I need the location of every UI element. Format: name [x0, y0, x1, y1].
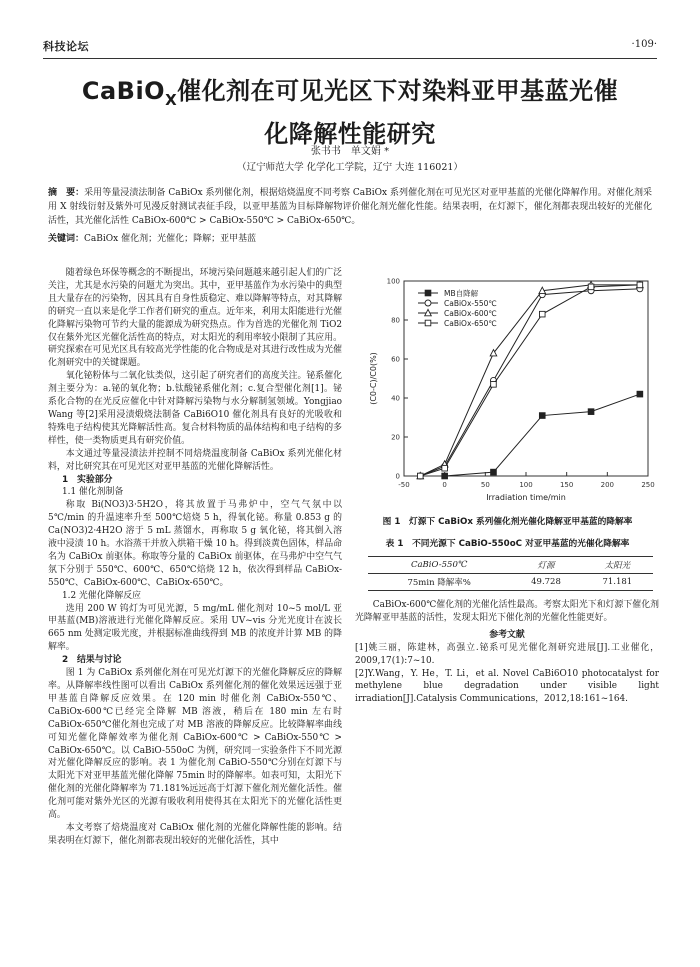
paragraph: CaBiOx-600℃催化剂的光催化活性最高。考察太阳光下和灯源下催化剂光降解亚甲基蓝的活性，发现太阳光下催化剂的光催化性能更好。 — [355, 600, 659, 623]
table-header-cell: 太阳光 — [582, 557, 653, 574]
y-tick-label: 0 — [395, 472, 400, 481]
paragraph: 称取 Bi(NO3)3·5H2O，将其放置于马弗炉中，空气气氛中以 5℃/min 的升温速率升至 500℃焙烧 5 h，得氧化铋。称量 0.853 g 的 Ca(NO3)2·4H2O 溶于 5 mL 蒸馏水，再称取 5 g 氧化铋，将其倒入溶液中浸渍 10 h。水浴蒸干并放入烘箱干燥 10 h。得到淡黄色固体，样品命名为 CaBiOx 前驱体。称取等分量的 CaBiOx 前驱体，在马弗炉中空气气氛下分别于 550℃、600℃、650℃焙烧 12 h，依次得到样品 CaBiOx-550℃、CaBiOx-600℃、CaBiOx-650℃。 — [48, 500, 342, 588]
keywords — [48, 232, 652, 246]
x-tick-label: 0 — [442, 481, 447, 489]
abstract — [48, 186, 652, 228]
legend-label: CaBiOx-600℃ — [444, 308, 497, 318]
table-caption: 表 1 不同光源下 CaBiO-550oC 对亚甲基蓝的光催化降解率 — [385, 539, 630, 549]
references-heading: 参考文献 — [489, 629, 525, 640]
table-body — [368, 574, 653, 591]
abstract-text: 采用等量浸渍法制备 CaBiOx 系列催化剂，根据焙烧温度不同考察 CaBiOx 系列催化剂在可见光区对亚甲基蓝的光催化降解作用。对催化剂采用 X 射线衍射及紫外可见漫反射测试表征手段，以亚甲基蓝为目标降解物评价催化剂光催化性能。结果表明，在灯源下，催化剂都表现出较好的光催化活性，其光催化活性 CaBiOx-600℃ > CaBiOx-550℃ > CaBiOx-650℃。 — [48, 188, 652, 226]
table-cell: 75min 降解率% — [368, 574, 510, 591]
reference-item: [1]姚三丽，陈建林，高强立.铋系可见光催化剂研究进展[J].工业催化，2009,17(1):7~10. — [355, 642, 659, 666]
data-point — [637, 282, 643, 288]
x-tick-label: 50 — [480, 481, 490, 489]
paragraph: 本文考察了焙烧温度对 CaBiOx 催化剂的光催化降解性能的影响。结果表明在灯源下，催化剂都表现出较好的光催化活性，其中 — [48, 822, 342, 846]
abstract-label: 摘 要： — [48, 188, 85, 198]
subsection-heading: 1.1 催化剂制备 — [62, 487, 124, 498]
title-line2: 化降解性能研究 — [264, 119, 436, 148]
subsection-heading: 1.2 光催化降解反应 — [62, 590, 142, 601]
table-cell: 71.181 — [582, 574, 653, 591]
table-cell: 49.728 — [510, 574, 581, 591]
data-point — [425, 300, 431, 306]
journal-section: 科技论坛 — [43, 40, 89, 53]
results-table — [368, 556, 653, 591]
data-point — [539, 311, 545, 317]
paragraph: 氧化铋粉体与二氧化钛类似，这引起了研究者们的高度关注。铋系催化剂主要分为：a.铋的氧化物；b.钛酸铋系催化剂；c.复合型催化剂[1]。铋系化合物的在光反应催化中针对降解污染物与水分解制氢领域。Yongjiao Wang 等[2]采用浸渍煅烧法制备 CaBi6O10 催化剂具有良好的光吸收和特殊电子结构使其光降解活性高。复合材料物质的晶体结构和电子结构的多样性，使一类物质更具有研究价值。 — [48, 371, 342, 446]
y-tick-label: 60 — [391, 355, 400, 364]
keywords-label: 关键词： — [48, 234, 85, 244]
y-axis-label: (C0-C)/C0(%) — [369, 352, 378, 405]
paragraph: 选用 200 W 钨灯为可见光源，5 mg/mL 催化剂对 10~5 mol/L 亚甲基蓝(MB)溶液进行光催化降解反应。采用 UV~vis 分光光度计在波长 665 nm 处测定吸光度，并根据标准曲线得到 MB 的浓度并计算 MB 的降解率。 — [48, 603, 342, 653]
x-tick-label: 200 — [600, 481, 615, 489]
legend-label: CaBiOx-550℃ — [444, 298, 497, 308]
series-line — [445, 394, 640, 476]
paragraph: 随着绿色环保等概念的不断提出，环境污染问题越来越引起人们的广泛关注，尤其是水污染的问题尤为突出。其中，亚甲基蓝作为水污染中的典型且大量存在的污染物，因其具有自身性质稳定、难以降解等特点，对其降解的研究一直以来是化学工作者们研究的重点。近年来，利用太阳能进行光催化降解污染物可节约大量的能源成为研究热点。作为首选的光催化剂 TiO2 仅在紫外光区光催化活性高的特点，对太阳光的利用率较小限制了其应用。研究探索在可见光区具有较高光学性能的化合物成是对其进行改性成为光催化剂研究中的关键课题。 — [48, 268, 342, 369]
title-pre: CaBiO — [81, 77, 166, 105]
data-point — [637, 391, 643, 397]
legend-label: MB自降解 — [444, 288, 479, 298]
y-tick-label: 100 — [386, 277, 400, 286]
article-title — [30, 74, 670, 151]
reference-item: [2]Y.Wang，Y. He，T. Li，et al. Novel CaBi6O10 photocatalyst for methylene blue degradation under visible light irradiation[J].Catalysis Communications，2012,18:161~164. — [355, 668, 659, 705]
data-point — [425, 290, 431, 296]
x-tick-label: 150 — [559, 481, 574, 489]
table-header-cell: 灯源 — [510, 557, 581, 574]
x-tick-label: 100 — [519, 481, 533, 489]
running-header — [43, 38, 657, 59]
legend-label: CaBiOx-650℃ — [444, 318, 497, 328]
data-point — [425, 320, 431, 326]
data-point — [442, 473, 448, 479]
paragraph: 图 1 为 CaBiOx 系列催化剂在可见光灯源下的光催化降解反应的降解率。从降解率线性图可以看出 CaBiOx 系列催化剂的催化效果远远强于亚甲基蓝自降解反应效果。在 120 min 时催化剂 CaBiOx-550℃、CaBiOx-600℃已经完全降解 MB 溶液，稍后在 180 min 左右时 CaBiOx-650℃催化剂也完成了对 MB 溶液的降解反应。比较降解率曲线可知光催化降解效率为催化剂 CaBiOx-600℃ > CaBiOx-550℃ > CaBiOx-650℃。以 CaBiO-550oC 为例，研究同一实验条件下不同光源对光催化降解反应的影响。表 1 为催化剂 CaBiO-550℃分别在灯源下与太阳光下对亚甲基蓝光催化降解 75min 时的降解率。如表可知，太阳光下催化剂的光催化降解率为 71.181%远远高于灯源下催化剂光催化活性。催化剂可能对紫外光区的光源有吸收利用使得其在太阳光下的光催化活性更高。 — [48, 668, 342, 821]
data-point — [442, 465, 448, 471]
table-header-cell: CaBiO-550℃ — [368, 557, 510, 574]
body-left-column — [48, 267, 342, 848]
y-tick-label: 20 — [391, 433, 400, 442]
data-point — [491, 469, 497, 475]
table-row — [368, 574, 653, 591]
data-point — [588, 409, 594, 415]
data-point — [491, 382, 497, 388]
paragraph: 本文通过等量浸渍法并控制不同焙烧温度制备 CaBiOx 系列光催化材料，对比研究其在可见光区对亚甲基蓝的光催化降解活性。 — [48, 448, 342, 472]
page-number: ·109· — [631, 39, 657, 50]
title-post: 催化剂在可见光区下对染料亚甲基蓝光催 — [177, 77, 619, 105]
y-tick-label: 80 — [391, 316, 400, 325]
body-right-column — [355, 599, 659, 706]
degradation-chart — [360, 271, 660, 509]
keywords-text: CaBiOx 催化剂；光催化；降解；亚甲基蓝 — [84, 234, 257, 244]
data-point — [417, 473, 423, 479]
section-heading: 2 结果与讨论 — [62, 655, 122, 666]
table-header-row — [368, 557, 653, 574]
affiliation: （辽宁师范大学 化学化工学院，辽宁 大连 116021） — [237, 162, 463, 173]
section-heading: 1 实验部分 — [62, 474, 113, 485]
data-point — [588, 284, 594, 290]
authors: 张书书 单文娟 * — [310, 146, 390, 157]
x-axis-label: Irradiation time/min — [486, 493, 566, 502]
data-point — [539, 413, 545, 419]
plot-frame — [404, 281, 648, 476]
x-tick-label: -50 — [398, 481, 410, 489]
title-sub: X — [165, 90, 178, 109]
figure-caption: 图 1 灯源下 CaBiOx 系列催化剂光催化降解亚甲基蓝的降解率 — [382, 517, 633, 527]
y-tick-label: 40 — [391, 394, 400, 403]
x-tick-label: 250 — [641, 481, 655, 489]
